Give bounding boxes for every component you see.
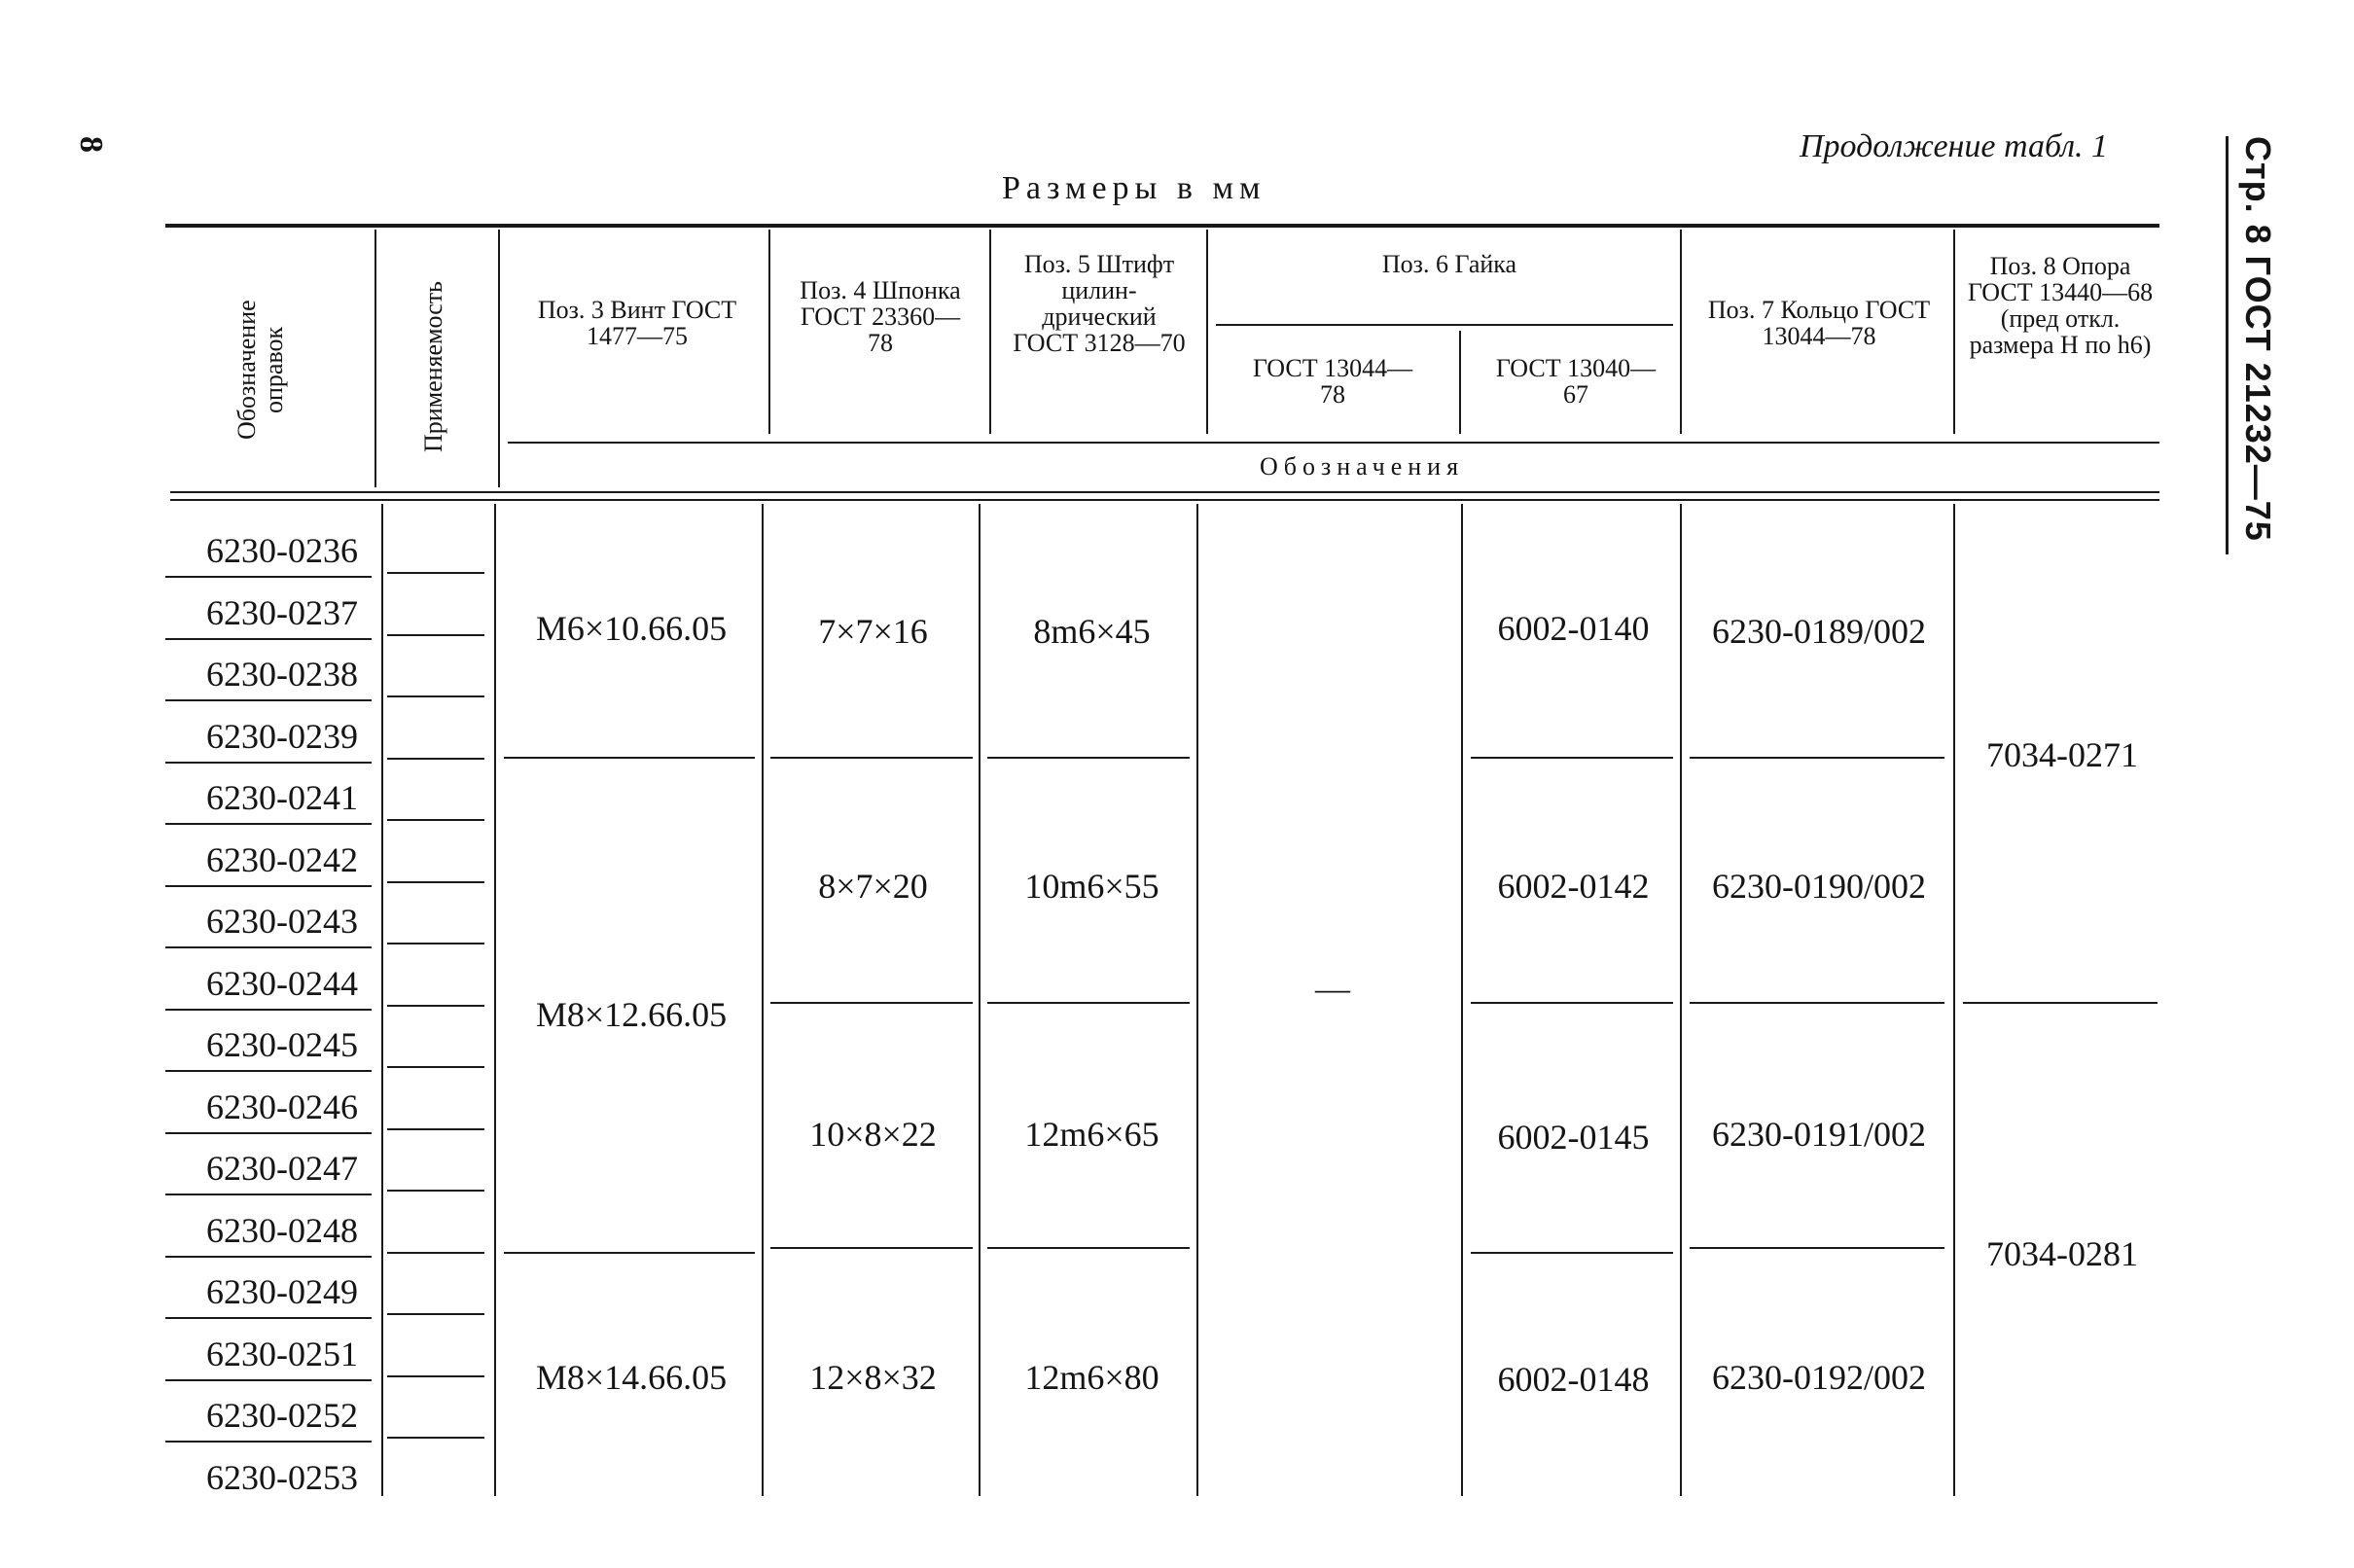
designation-code: 6230-0242	[206, 839, 358, 879]
applicability-dash	[387, 1128, 484, 1130]
pos8-cell: 7034-0271	[1986, 735, 2138, 774]
pos5-cell: 10m6×55	[1024, 867, 1159, 906]
designation-code: 6230-0243	[206, 902, 358, 941]
units-label: Размеры в мм	[1002, 170, 1266, 206]
designation-code: 6230-0246	[206, 1087, 358, 1126]
applicability-dash	[387, 1437, 484, 1439]
designation-code: 6230-0247	[206, 1149, 358, 1188]
applicability-dash	[387, 1375, 484, 1377]
row-rule	[165, 576, 372, 578]
row-rule	[165, 1070, 372, 1072]
applicability-dash	[387, 881, 484, 883]
applicability-dash	[387, 695, 484, 697]
designation-code: 6230-0239	[206, 716, 358, 756]
header-pos6a: ГОСТ 13044—78	[1252, 354, 1413, 409]
applicability-dash	[387, 1005, 484, 1007]
pos7-cell: 6230-0191/002	[1712, 1115, 1926, 1154]
pos5-cell: 12m6×65	[1024, 1115, 1159, 1154]
designation-code: 6230-0245	[206, 1025, 358, 1064]
side-standard-title: Стр. 8 ГОСТ 21232—75	[2238, 136, 2278, 542]
pos3-cell: M6×10.66.05	[535, 609, 728, 648]
designation-code: 6230-0251	[206, 1334, 358, 1373]
header-pos5: Поз. 5 Штифт цилин-дрический ГОСТ 3128—70	[1013, 250, 1186, 357]
row-rule	[165, 1317, 372, 1319]
pos6b-cell: 6002-0142	[1497, 867, 1650, 906]
designation-code: 6230-0236	[206, 531, 358, 570]
margin-rule	[2226, 136, 2229, 554]
applicability-dash	[387, 1190, 484, 1192]
row-rule	[165, 1194, 372, 1195]
applicability-dash	[387, 943, 484, 944]
row-rule	[165, 946, 372, 948]
page-number: 8	[73, 136, 109, 153]
designation-code: 6230-0253	[206, 1457, 358, 1497]
row-rule	[165, 1441, 372, 1443]
designation-code: 6230-0238	[206, 655, 358, 694]
pos4-cell: 7×7×16	[818, 612, 928, 651]
pos5-cell: 12m6×80	[1024, 1358, 1159, 1397]
designation-code: 6230-0241	[206, 778, 358, 817]
row-rule	[165, 699, 372, 701]
pos4-cell: 10×8×22	[809, 1115, 937, 1154]
row-rule	[165, 638, 372, 640]
header-pos4: Поз. 4 Шпонка ГОСТ 23360—78	[800, 276, 961, 357]
pos3-cell: M8×14.66.05	[535, 1358, 728, 1397]
applicability-dash	[387, 819, 484, 821]
applicability-dash	[387, 758, 484, 760]
row-rule	[165, 885, 372, 887]
header-applicability: Применяемость	[419, 281, 447, 452]
row-rule	[165, 823, 372, 825]
pos6a-dash: —	[1315, 969, 1350, 1008]
pos7-cell: 6230-0192/002	[1712, 1358, 1926, 1397]
header-pos6: Поз. 6 Гайка	[1381, 250, 1517, 278]
pos4-cell: 12×8×32	[809, 1358, 937, 1397]
pos7-cell: 6230-0189/002	[1712, 612, 1926, 651]
row-rule	[165, 762, 372, 764]
applicability-dash	[387, 634, 484, 636]
row-rule	[165, 1256, 372, 1258]
designation-code: 6230-0248	[206, 1210, 358, 1250]
pos8-cell: 7034-0281	[1986, 1234, 2138, 1273]
header-designations: Обозначения	[1259, 452, 1465, 481]
row-rule	[165, 1379, 372, 1381]
pos6b-cell: 6002-0148	[1497, 1360, 1650, 1399]
pos7-cell: 6230-0190/002	[1712, 867, 1926, 906]
designation-code: 6230-0244	[206, 963, 358, 1003]
header-pos6b: ГОСТ 13040—67	[1495, 354, 1657, 409]
row-rule	[165, 1132, 372, 1134]
designation-code: 6230-0252	[206, 1396, 358, 1435]
designation-code: 6230-0249	[206, 1272, 358, 1311]
header-code: Обозначение оправок	[232, 300, 288, 440]
applicability-dash	[387, 1066, 484, 1068]
pos6b-cell: 6002-0145	[1497, 1118, 1650, 1157]
pos6b-cell: 6002-0140	[1497, 609, 1650, 648]
applicability-dash	[387, 572, 484, 574]
header-pos7: Поз. 7 Кольцо ГОСТ 13044—78	[1707, 296, 1931, 350]
pos4-cell: 8×7×20	[818, 867, 928, 906]
applicability-dash	[387, 1313, 484, 1315]
designation-code: 6230-0237	[206, 592, 358, 632]
header-pos8: Поз. 8 Опора ГОСТ 13440—68 (пред откл. размера Н по h6)	[1967, 252, 2154, 359]
continuation-label: Продолжение табл. 1	[1800, 128, 2109, 164]
pos3-cell: M8×12.66.05	[535, 995, 728, 1034]
header-pos3: Поз. 3 Винт ГОСТ 1477—75	[537, 296, 737, 350]
row-rule	[165, 1009, 372, 1011]
pos5-cell: 8m6×45	[1033, 612, 1151, 651]
applicability-dash	[387, 1252, 484, 1254]
